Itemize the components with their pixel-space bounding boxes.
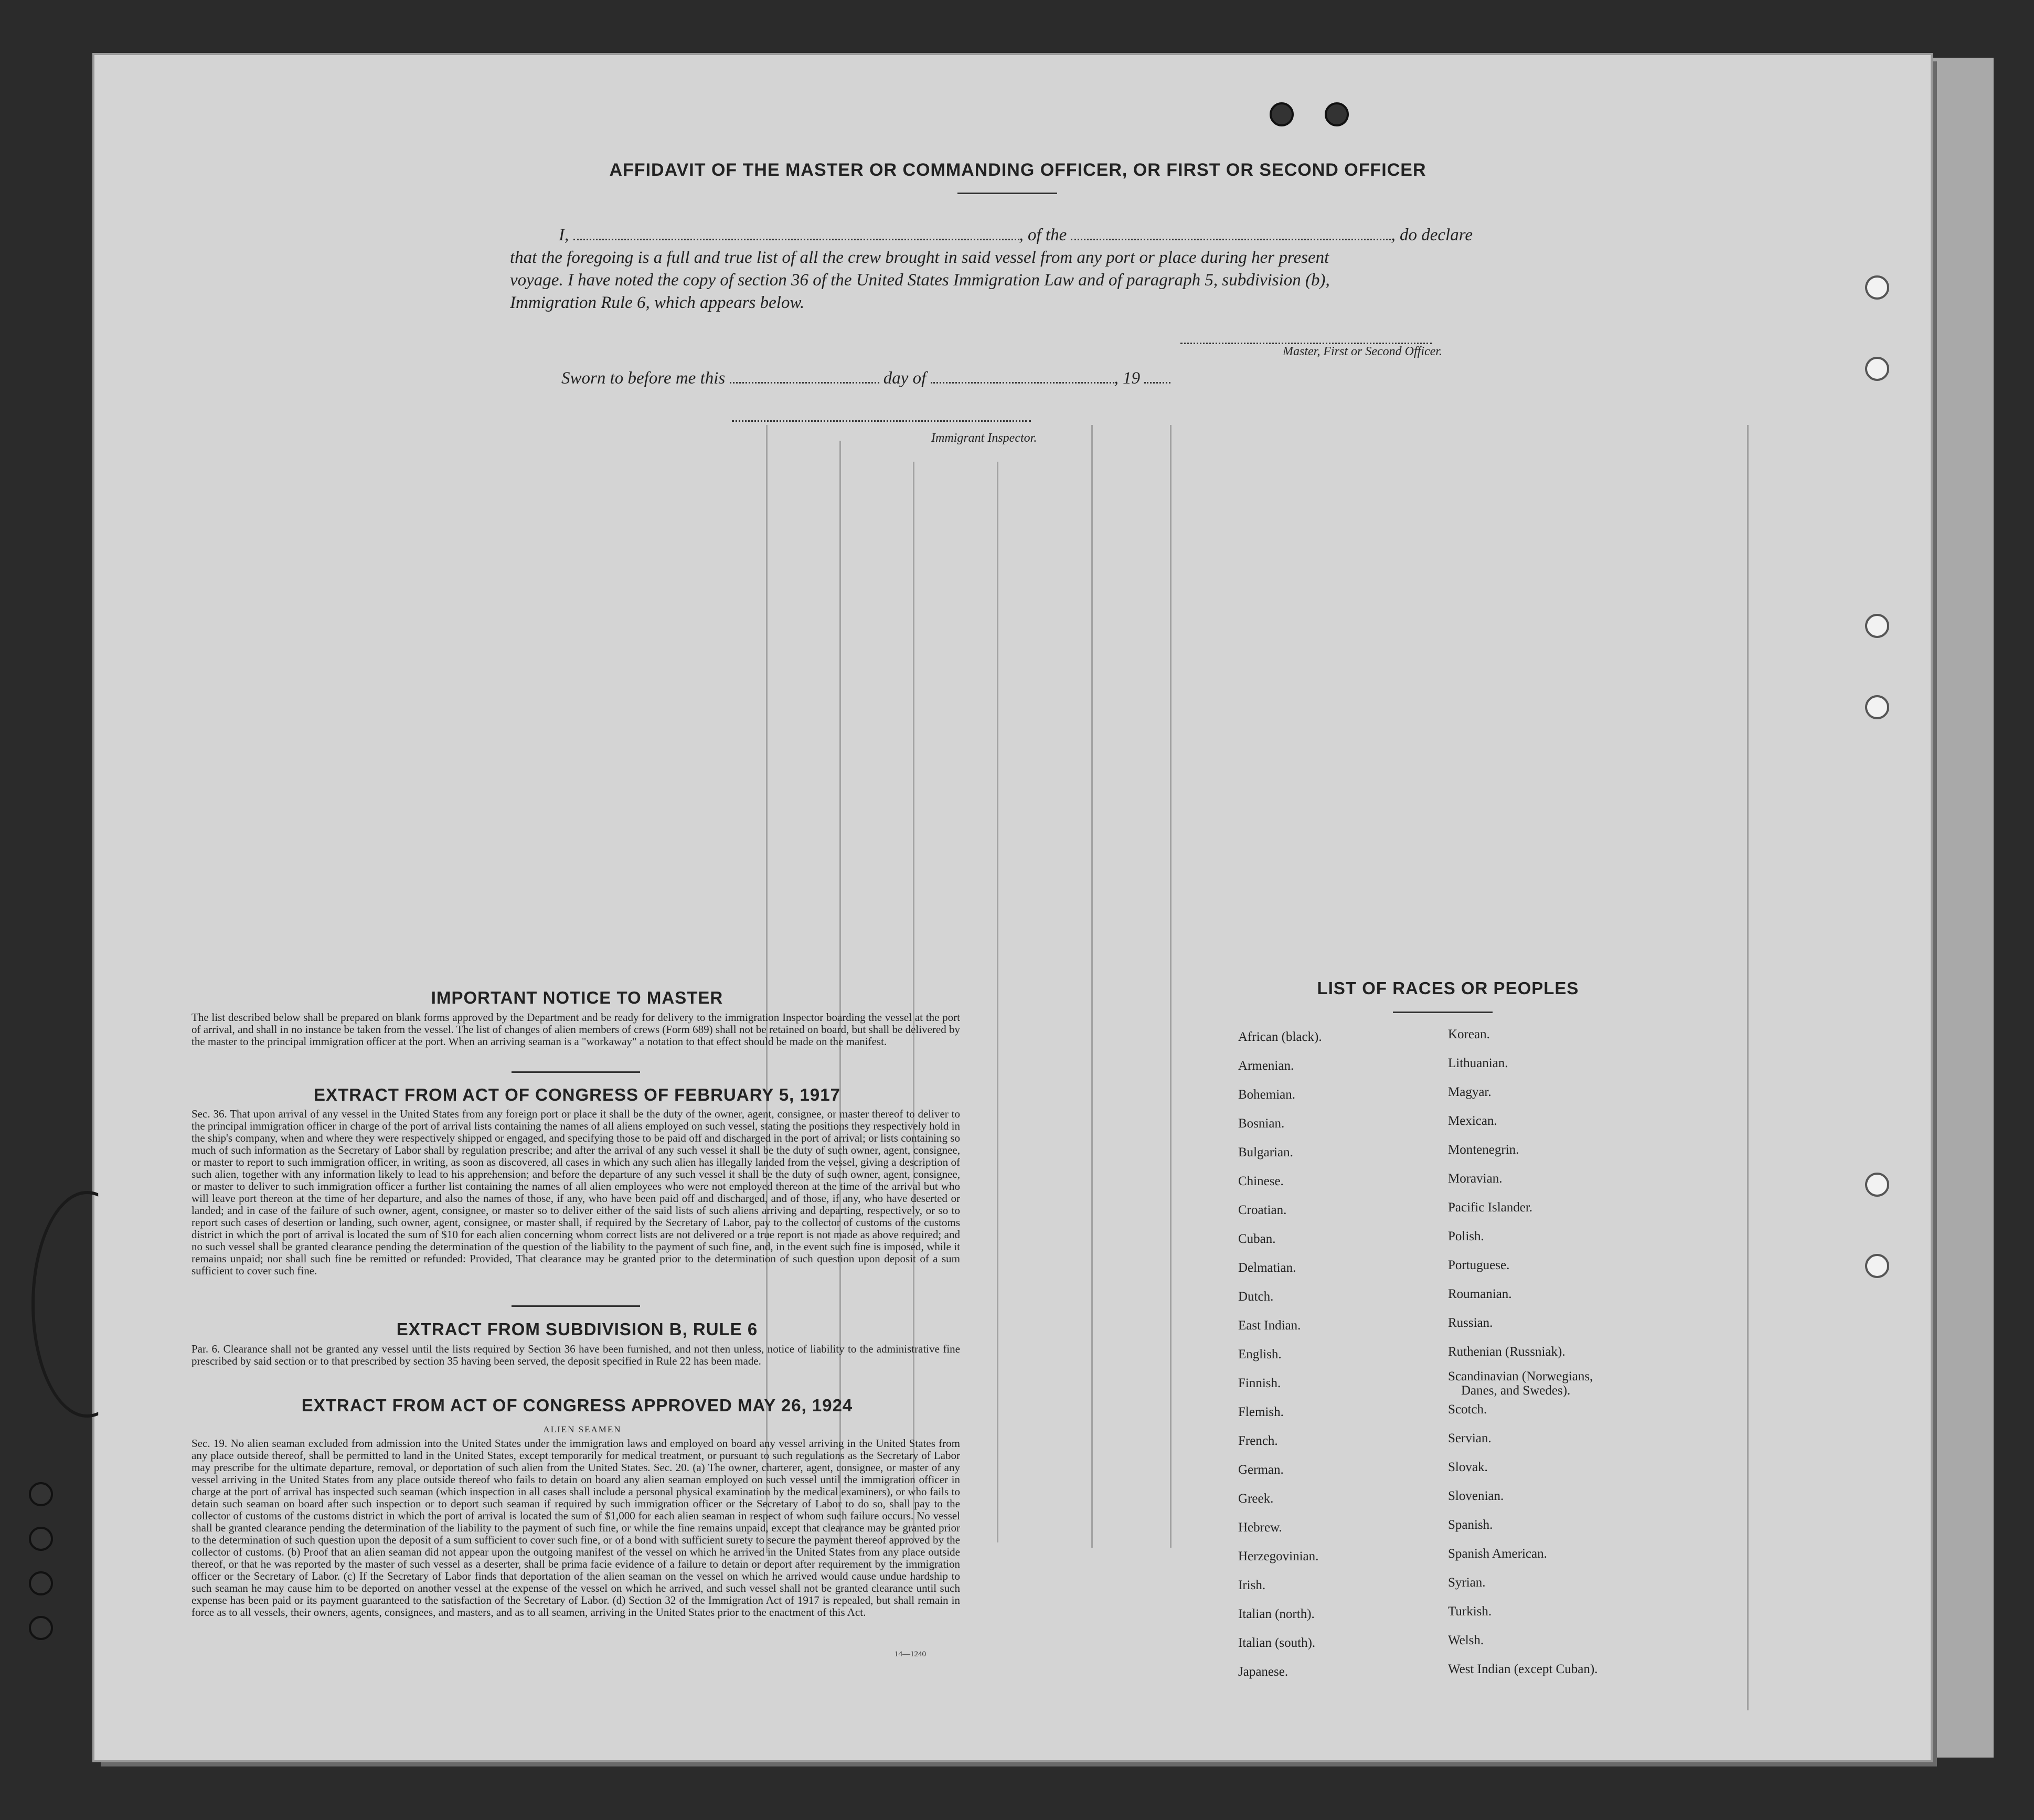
punch-hole xyxy=(1865,614,1889,638)
race-right-item: Korean. xyxy=(1448,1027,1490,1041)
race-right-item: Welsh. xyxy=(1448,1633,1484,1647)
extract-rule6-text: Par. 6. Clearance shall not be granted any vessel until the lists required by Section 36 have been furnished, and not then unless, notice of liability to the administrative fine prescribed by said section or to that prescribed by section 35 having been served, the deposit specified in Rule 22 has been made. xyxy=(191,1343,960,1367)
notice-text: The list described below shall be prepared on blank forms approved by the Department and be ready for delivery to the immigration Inspector boarding the vessel at the port of arrival, and shall in no instance be taken from the vessel. The list of changes of alien members of crews (Form 689) shall not be retained on board, but shall be delivered by the master to the principal immigration officer at the port. When an arriving seaman is a "workaway" a notation to that effect should be made on the manifest. xyxy=(191,1011,960,1048)
races-title-rule xyxy=(1393,1012,1493,1013)
affidavit-declare-label: , do declare xyxy=(1391,226,1473,244)
race-right-item: Roumanian. xyxy=(1448,1287,1512,1301)
race-left-item: Croatian. xyxy=(1238,1203,1287,1217)
punch-hole xyxy=(29,1571,53,1595)
affidavit-line-1 xyxy=(559,226,1473,245)
race-left-item: German. xyxy=(1238,1463,1284,1477)
page-edge-strip xyxy=(1931,58,1994,1758)
bleed-through-line xyxy=(1170,425,1172,1548)
sworn-month-field[interactable] xyxy=(931,381,1114,384)
affidavit-line-4: Immigration Rule 6, which appears below. xyxy=(510,293,805,312)
race-left-item: Greek. xyxy=(1238,1492,1274,1506)
races-title: LIST OF RACES OR PEOPLES xyxy=(1317,978,1579,998)
race-left-item: Herzegovinian. xyxy=(1238,1549,1319,1563)
affidavit-line-2: that the foregoing is a full and true list of all the crew brought in said vessel from any port or place during her present xyxy=(510,248,1329,267)
extract-1917-title: EXTRACT FROM ACT OF CONGRESS OF FEBRUARY 5, 1917 xyxy=(314,1085,840,1104)
extract-rule6-title: EXTRACT FROM SUBDIVISION B, RULE 6 xyxy=(396,1319,758,1339)
race-left-item: Armenian. xyxy=(1238,1059,1294,1073)
race-left-item: Hebrew. xyxy=(1238,1520,1282,1535)
race-right-item: Russian. xyxy=(1448,1316,1493,1330)
form-number: 14—1240 xyxy=(894,1650,926,1658)
alien-seamen-subtitle: ALIEN SEAMEN xyxy=(543,1424,622,1434)
race-right-item: Spanish American. xyxy=(1448,1547,1547,1561)
vessel-name-field[interactable] xyxy=(1071,238,1391,240)
race-right-item: Spanish. xyxy=(1448,1518,1493,1532)
race-left-item: Finnish. xyxy=(1238,1376,1281,1390)
race-right-item: Scandinavian (Norwegians, xyxy=(1448,1369,1593,1383)
race-right-item: Scotch. xyxy=(1448,1402,1487,1417)
extract-1924-text: Sec. 19. No alien seaman excluded from admission into the United States under the immigration laws and employed on board any vessel arriving in the United States from any place outside thereof, shall be permitted to land in the United States, except temporarily for medical treatment, or pursuant to such regulations as the Secretary of Labor may prescribe for the ultimate departure, removal, or deportation of such alien from the United States. Sec. 20. (a) The owner, charterer, agent, consignee, or master of any vessel arriving in the United States from any place outside thereof who fails to detain on board any alien seaman employed on such vessel until the immigration officer in charge at the port of arrival has inspected such seaman (which inspection in all cases shall include a personal physical examination by the medical examiners), or who fails to detain such seaman on board after such inspection or to deport such seaman if required by such immigration officer or the Secretary of Labor to do so, shall pay to the collector of customs of the customs district in which the port of arrival is located the sum of $1,000 for each alien seaman in respect of whom such failure occurs. No vessel shall be granted clearance pending the determination of the liability to the payment of such fine, or while the fine remains unpaid, except that clearance may be granted prior to the determination of such question upon the deposit of a sum sufficient to cover such fine, or of a bond with sufficient surety to secure the payment thereof approved by the collector of customs. (b) Proof that an alien seaman did not appear upon the outgoing manifest of the vessel on which he arrived in the United States from any place outside thereof, or that he was reported by the master of such vessel as a deserter, shall be prima facie evidence of a failure to detain or deport after requirement by the immigration officer or the Secretary of Labor. (c) If the Secretary of Labor finds that deportation of the alien seaman on the vessel on which he arrived would cause undue hardship to such seaman he may cause him to be deported on another vessel at the expense of the vessel on which he arrived, and such vessel shall not be granted clearance until such expense has been paid or its payment guaranteed to the satisfaction of the Secretary of Labor. (d) Section 32 of the Immigration Act of 1917 is repealed, but shall remain in force as to all vessels, their owners, agents, consignees, and masters, and as to all seamen, arriving in the United States prior to the enactment of this Act. xyxy=(191,1437,960,1619)
punch-hole xyxy=(1865,1173,1889,1197)
race-right-item: Turkish. xyxy=(1448,1604,1492,1619)
notice-title: IMPORTANT NOTICE TO MASTER xyxy=(431,988,723,1007)
affidavit-of-the-label: , of the xyxy=(1019,226,1067,244)
race-right-item: Slovak. xyxy=(1448,1460,1488,1474)
race-right-item: Ruthenian (Russniak). xyxy=(1448,1345,1566,1359)
inspector-caption: Immigrant Inspector. xyxy=(931,431,1037,445)
affidavit-title: AFFIDAVIT OF THE MASTER OR COMMANDING OFFICER, OR FIRST OR SECOND OFFICER xyxy=(609,160,1426,180)
punch-hole xyxy=(1865,695,1889,719)
race-right-item: Mexican. xyxy=(1448,1114,1497,1128)
race-left-item: African (black). xyxy=(1238,1030,1322,1044)
sworn-day-of-label: day of xyxy=(883,369,927,388)
race-left-item: Irish. xyxy=(1238,1578,1266,1592)
affidavit-line-3: voyage. I have noted the copy of section 36 of the United States Immigration Law and of paragraph 5, subdivision (b), xyxy=(510,271,1330,290)
race-left-item: Bosnian. xyxy=(1238,1116,1285,1131)
extract-1924-title: EXTRACT FROM ACT OF CONGRESS APPROVED MAY 26, 1924 xyxy=(301,1396,853,1415)
race-left-item: Dutch. xyxy=(1238,1290,1274,1304)
race-left-item: English. xyxy=(1238,1347,1282,1361)
master-name-field[interactable] xyxy=(573,238,1019,240)
sworn-day-field[interactable] xyxy=(730,381,879,384)
race-right-item: Polish. xyxy=(1448,1229,1484,1243)
punch-hole xyxy=(29,1616,53,1640)
punch-hole xyxy=(1325,102,1349,126)
sworn-line xyxy=(561,369,1170,388)
race-left-item: French. xyxy=(1238,1434,1278,1448)
race-left-item: Italian (north). xyxy=(1238,1607,1315,1621)
race-right-item: Magyar. xyxy=(1448,1085,1492,1099)
race-left-item: Japanese. xyxy=(1238,1665,1288,1679)
race-right-item: Portuguese. xyxy=(1448,1258,1510,1272)
race-right-item: Danes, and Swedes). xyxy=(1461,1383,1571,1398)
race-left-item: Bohemian. xyxy=(1238,1088,1296,1102)
race-left-item: Chinese. xyxy=(1238,1174,1284,1188)
inspector-signature-field[interactable] xyxy=(732,420,1031,422)
section-rule xyxy=(512,1305,640,1307)
sworn-year-field[interactable] xyxy=(1144,381,1170,384)
punch-hole xyxy=(29,1482,53,1506)
race-left-item: Flemish. xyxy=(1238,1405,1284,1419)
sworn-prefix: Sworn to before me this xyxy=(561,369,726,388)
extract-1917-text: Sec. 36. That upon arrival of any vessel in the United States from any foreign port or place it shall be the duty of the owner, agent, consignee, or master thereof to deliver to the principal immigration officer in charge of the port of arrival lists containing the names of all aliens employed on such vessel, stating the positions they respectively hold in the ship's company, when and where they were respectively shipped or engaged, and specifying those to be paid off and discharged in the port of arrival; or lists containing so much of such information as the Secretary of Labor shall by regulation prescribe; and after the arrival of any such vessel it shall be the duty of such owner, agent, consignee, or master to report to such immigration officer, in writing, as soon as discovered, all cases in which any such alien has illegally landed from the vessel, giving a description of such alien, together with any information likely to lead to his apprehension; and before the departure of any such vessel it shall be the duty of such owner, agent, consignee, or master to deliver to such immigration officer a further list containing the names of all alien employees who were not employed thereon at the time of the arrival but who will leave port thereon at the time of her departure, and also the names of those, if any, who have been paid off and discharged, and of those, if any, who have deserted or landed; and in case of the failure of such owner, agent, consignee, or master so to deliver either of the said lists of such aliens arriving and departing, respectively, or so to report such cases of desertion or landing, such owner, agent, consignee, or master shall, if required by the Secretary of Labor, pay to the collector of customs of the customs district in which the port of arrival is located the sum of $10 for each alien concerning whom correct lists are not delivered or a true report is not made as above required; and no such vessel shall be granted clearance pending the determination of the question of the liability to the payment of such fine, and, in the event such fine is imposed, while it remains unpaid; nor shall such fine be remitted or refunded: Provided, That clearance may be granted prior to the determination of such question upon deposit of a sum sufficient to cover such fine. xyxy=(191,1108,960,1277)
race-right-item: Lithuanian. xyxy=(1448,1056,1508,1070)
race-right-item: Pacific Islander. xyxy=(1448,1200,1533,1215)
race-right-item: Moravian. xyxy=(1448,1172,1503,1186)
punch-hole xyxy=(1865,1254,1889,1278)
master-signature-caption: Master, First or Second Officer. xyxy=(1283,345,1442,358)
race-right-item: Servian. xyxy=(1448,1431,1492,1445)
punch-hole xyxy=(1270,102,1294,126)
race-right-item: Syrian. xyxy=(1448,1576,1486,1590)
sworn-year-label: , 19 xyxy=(1114,369,1141,388)
race-right-item: Montenegrin. xyxy=(1448,1143,1519,1157)
section-rule xyxy=(512,1071,640,1073)
title-rule xyxy=(957,193,1057,194)
bleed-through-line xyxy=(997,462,998,1542)
bleed-through-line xyxy=(839,441,841,1542)
bleed-through-line xyxy=(1747,425,1749,1710)
master-signature-field[interactable] xyxy=(1180,342,1432,344)
race-left-item: Bulgarian. xyxy=(1238,1145,1293,1159)
affidavit-i-label: I, xyxy=(559,226,569,244)
race-left-item: Italian (south). xyxy=(1238,1636,1316,1650)
race-right-item: West Indian (except Cuban). xyxy=(1448,1662,1598,1676)
race-right-item: Slovenian. xyxy=(1448,1489,1504,1503)
punch-hole xyxy=(29,1527,53,1551)
bleed-through-line xyxy=(1091,425,1093,1548)
punch-hole xyxy=(1865,357,1889,381)
race-left-item: Delmatian. xyxy=(1238,1261,1296,1275)
race-left-item: East Indian. xyxy=(1238,1318,1301,1333)
race-left-item: Cuban. xyxy=(1238,1232,1276,1246)
bleed-through-line xyxy=(913,462,914,1542)
punch-hole xyxy=(1865,275,1889,300)
